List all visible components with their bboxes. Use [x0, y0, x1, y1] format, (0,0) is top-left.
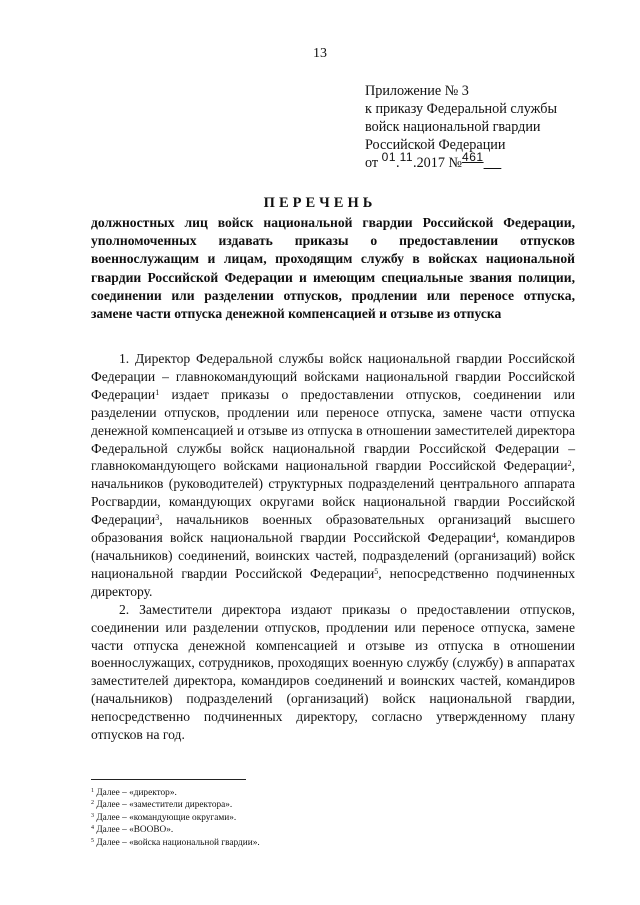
annex-header [365, 82, 615, 172]
footnote-mark-2: 2 [91, 800, 94, 807]
footnote-mark-5: 5 [91, 837, 94, 844]
footnote-ref-5: 5 [374, 566, 379, 576]
footnote-mark-4: 4 [91, 825, 94, 832]
footnote-ref-3: 3 [155, 513, 160, 523]
date-day: 01 [381, 150, 397, 164]
date-month: 11 [399, 150, 414, 164]
order-number: 461 [462, 150, 484, 164]
paragraph-1-part-4: , начальников военных образовательных организаций высшего образования войск национальной гвардии Российской Федерации [91, 512, 575, 546]
paragraph-1-part-6: , непосредственно подчиненных директору. [91, 565, 575, 599]
footnote-5 [91, 837, 391, 849]
page-number: 13 [313, 46, 327, 61]
footnote-text-1: Далее – «директор». [96, 788, 177, 798]
footnote-text-4: Далее – «ВООВО». [96, 825, 174, 836]
footnote-2 [91, 799, 391, 811]
footnote-ref-1: 1 [155, 387, 160, 397]
footnotes [91, 787, 391, 849]
annex-line-1: Приложение № 3 [365, 83, 469, 99]
document-body [91, 350, 575, 744]
annex-line-4: Российской Федерации [365, 137, 506, 153]
footnote-mark-1: 1 [91, 788, 94, 794]
document-subtitle: должностных лиц войск национальной гвардии Российской Федерации, уполномоченных издавать приказы о предоставлении отпусков военнослужащим и лицам, проходящим службу в войсках национальной гвардии Российской Федерации и имеющим специальные звания полиции, соединении или разделении отпусков, продлении или переносе отпуска, замене части отпуска денежной компенсацией и отзыве из отпуска [91, 215, 575, 322]
annex-line-2: к приказу Федеральной службы [365, 101, 558, 117]
annex-date-line: от $^{01}$.$^{11}$.2017 №$^{461}$ [365, 150, 484, 171]
footnote-3 [91, 812, 391, 824]
footnote-text-2: Далее – «заместители директора». [96, 800, 233, 811]
annex-line-3: войск национальной гвардии [365, 119, 541, 135]
footnote-ref-4: 4 [491, 531, 496, 541]
document-title: ПЕРЕЧЕНЬ [263, 195, 377, 211]
footnote-ref-2: 2 [567, 459, 572, 469]
date-prefix: от [365, 155, 379, 171]
footnote-divider [91, 779, 246, 780]
footnote-mark-3: 3 [91, 812, 94, 819]
paragraph-1-part-2: издает приказы о предоставлении отпусков, соединении или разделении отпусков, продлении или переносе отпуска, замене части отпуска денежной компенсацией и отзыве из отпуска в отношении заместителей директора Федеральной службы войск национальной гвардии Российской Федерации – главнокомандующего войсками национальной гвардии Российской Федерации [91, 386, 575, 474]
footnote-4 [91, 824, 391, 836]
number-sign: № [448, 155, 463, 171]
paragraph-1-part-1: 1. Директор Федеральной службы войск национальной гвардии Российской Федерации – главнокомандующий войсками национальной гвардии Российской Федерации [91, 351, 575, 402]
footnote-text-5: Далее – «войска национальной гвардии». [96, 837, 260, 848]
paragraph-2: 2. Заместители директора издают приказы о предоставлении отпусков, соединении или разделении отпусков, продлении или переносе отпуска, замене части отпуска денежной компенсацией и отзыве из отпуска в отношении военнослужащих, сотрудников, проходящих военную службу (службу) в аппаратах заместителей директора, командиров соединений и воинских частей, командиров (начальников) подразделений (организаций) войск национальной гвардии, непосредственно подчиненных директору, согласно утвержденному плану отпусков на год. [91, 601, 575, 743]
date-year: .2017 [413, 155, 445, 171]
paragraph-1 [91, 350, 575, 601]
paragraph-1-part-5: , командиров (начальников) соединений, воинских частей, подразделений (организаций) войск национальной гвардии Российской Федерации [91, 530, 575, 581]
footnote-text-3: Далее – «командующие округами». [96, 812, 237, 823]
paragraph-1-part-3: , начальников (руководителей) структурных подразделений центрального аппарата Росгвардии, командующих округами войск национальной гвардии Российской Федерации [91, 458, 575, 528]
footnote-1 [91, 787, 391, 799]
